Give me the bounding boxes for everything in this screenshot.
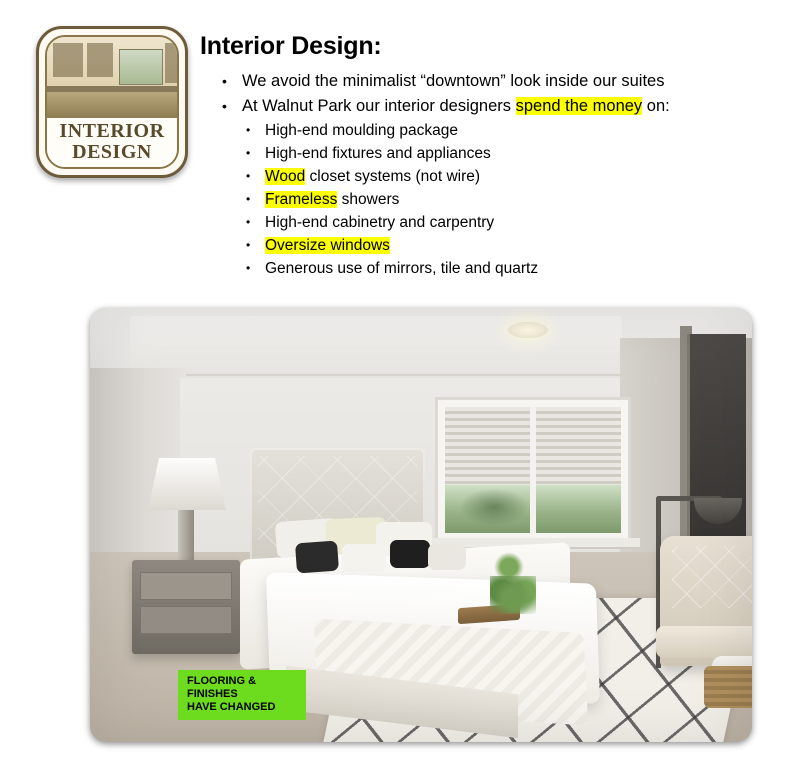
highlighted-text: Oversize windows [265,237,390,254]
highlighted-text: Frameless [265,191,338,208]
bullet-glyph-icon: • [246,261,251,275]
bullet-glyph-icon: • [246,169,251,183]
list-item [242,165,780,188]
pillow [342,544,386,572]
woven-basket [704,666,752,708]
bullet-glyph-icon: • [222,98,227,114]
logo-line-2: DESIGN [72,141,152,164]
bullet-text: High-end moulding package [265,122,459,139]
accent-pillow [295,541,339,574]
interior-design-logo [36,26,188,178]
note-line-2: FINISHES [187,688,238,700]
accent-pillow [390,540,430,568]
kitchen-illustration-icon [47,37,177,118]
bullet-list-level-1 [200,70,780,280]
bullet-glyph-icon: • [222,73,227,89]
list-item [242,211,780,234]
bullet-text-tail: showers [337,191,400,208]
highlighted-text: spend the money [515,97,643,115]
bullet-text: High-end fixtures and appliances [265,145,491,162]
bullet-glyph-icon: • [246,146,251,160]
nightstand-drawer-top [140,572,232,600]
tray-ceiling [130,316,622,376]
bullet-glyph-icon: • [246,215,251,229]
flooring-finishes-note [178,670,306,720]
pillow [428,544,466,570]
bullet-text: High-end cabinetry and carpentry [265,214,495,231]
table-lamp-base [178,510,194,562]
bullet-glyph-icon: • [246,238,251,252]
table-lamp-shade [148,458,226,510]
logo-wordmark [47,118,177,167]
bullet-text: Generous use of mirrors, tile and quartz [265,260,539,277]
list-item [242,188,780,211]
list-item [200,95,780,280]
slide-content [200,32,780,283]
list-item [242,119,780,142]
bullet-text-tail: on: [642,97,670,115]
logo-line-1: INTERIOR [59,120,165,143]
bullet-text: At Walnut Park our interior designers [242,97,516,115]
bullet-glyph-icon: • [246,192,251,206]
page-title: Interior Design: [200,32,382,60]
logo-inner-frame [45,35,179,169]
plant-icon [490,576,536,614]
bullet-text-tail: closet systems (not wire) [305,168,481,185]
list-item [242,142,780,165]
list-item [242,234,780,257]
highlighted-text: Wood [265,168,306,185]
oversize-window [438,400,628,540]
note-line-1: FLOORING & [187,675,257,687]
note-line-3: HAVE CHANGED [187,701,276,713]
bedroom-photo [90,308,752,742]
armchair-seat [656,626,752,658]
ceiling-light-icon [508,322,548,338]
window-mullion [530,407,536,533]
nightstand-drawer-bottom [140,606,232,634]
bullet-list-level-2 [242,119,780,280]
bullet-glyph-icon: • [246,123,251,137]
list-item [200,70,780,92]
bullet-text: We avoid the minimalist “downtown” look inside our suites [242,72,665,90]
nightstand [132,560,240,654]
list-item [242,257,780,280]
